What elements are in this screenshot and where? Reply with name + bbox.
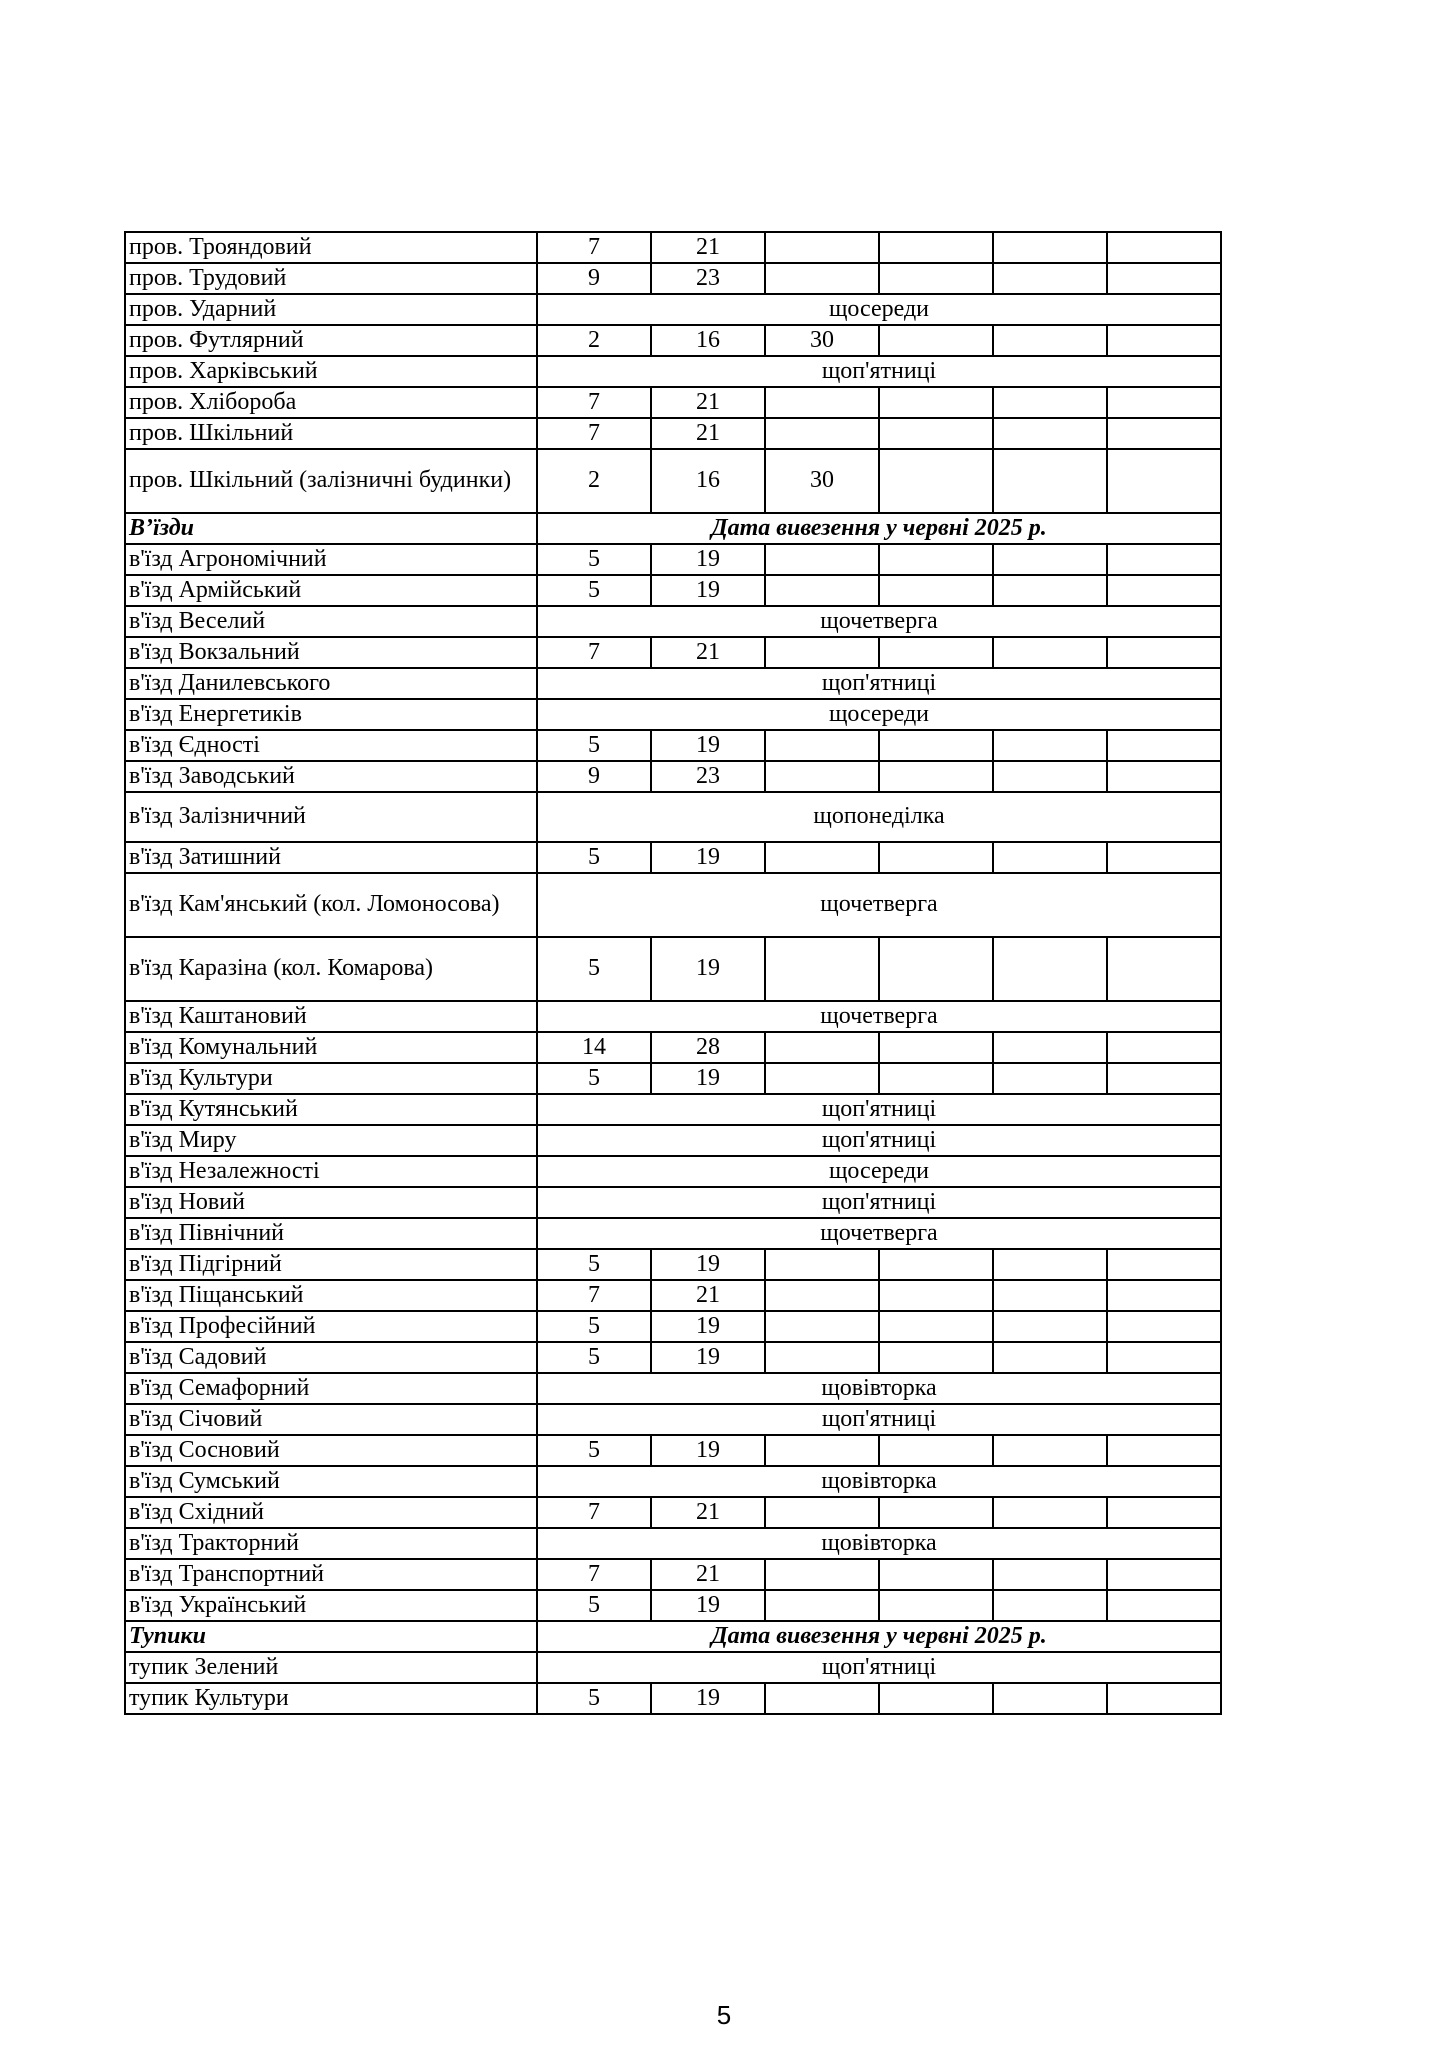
street-name: в'їзд Східний: [125, 1497, 537, 1528]
pickup-date: 5: [537, 1311, 651, 1342]
table-row: [125, 1435, 1221, 1466]
empty-cell: [1107, 1683, 1221, 1714]
empty-cell: [1107, 263, 1221, 294]
empty-cell: [879, 1342, 993, 1373]
empty-cell: [993, 1559, 1107, 1590]
street-name: в'їзд Енергетиків: [125, 699, 537, 730]
street-name: тупик Зелений: [125, 1652, 537, 1683]
pickup-date: [765, 937, 879, 1001]
pickup-date: [765, 637, 879, 668]
table-row: [125, 325, 1221, 356]
street-name: в'їзд Армійський: [125, 575, 537, 606]
pickup-date: [765, 1311, 879, 1342]
pickup-date: 19: [651, 1311, 765, 1342]
street-name: в'їзд Січовий: [125, 1404, 537, 1435]
pickup-date: [765, 544, 879, 575]
pickup-date: 30: [765, 449, 879, 513]
empty-cell: [1107, 1311, 1221, 1342]
table-row: [125, 668, 1221, 699]
pickup-date: [765, 1280, 879, 1311]
street-name: в'їзд Незалежності: [125, 1156, 537, 1187]
street-name: в'їзд Єдності: [125, 730, 537, 761]
pickup-date: [765, 418, 879, 449]
pickup-date: 19: [651, 1683, 765, 1714]
empty-cell: [1107, 325, 1221, 356]
empty-cell: [1107, 232, 1221, 263]
empty-cell: [993, 544, 1107, 575]
street-name: пров. Ударний: [125, 294, 537, 325]
pickup-date: [765, 1032, 879, 1063]
street-name: в'їзд Комунальний: [125, 1032, 537, 1063]
pickup-date: 5: [537, 575, 651, 606]
pickup-date: 19: [651, 575, 765, 606]
pickup-date: 5: [537, 1249, 651, 1280]
street-name: в'їзд Український: [125, 1590, 537, 1621]
empty-cell: [879, 1590, 993, 1621]
pickup-date: 5: [537, 1063, 651, 1094]
empty-cell: [1107, 387, 1221, 418]
table-row: [125, 873, 1221, 937]
street-name: в'їзд Семафорний: [125, 1373, 537, 1404]
empty-cell: [1107, 1435, 1221, 1466]
empty-cell: [879, 325, 993, 356]
pickup-date: 16: [651, 449, 765, 513]
street-name: пров. Трудовий: [125, 263, 537, 294]
pickup-date: 7: [537, 1280, 651, 1311]
empty-cell: [879, 761, 993, 792]
pickup-date: 30: [765, 325, 879, 356]
table-row: [125, 294, 1221, 325]
empty-cell: [1107, 1559, 1221, 1590]
pickup-date: 7: [537, 387, 651, 418]
pickup-date: 21: [651, 1497, 765, 1528]
pickup-date: [765, 1435, 879, 1466]
table-row: [125, 1528, 1221, 1559]
pickup-frequency: щоп'ятниці: [537, 668, 1221, 699]
pickup-date: [765, 263, 879, 294]
table-row: [125, 387, 1221, 418]
pickup-date: 19: [651, 1590, 765, 1621]
empty-cell: [993, 1590, 1107, 1621]
empty-cell: [993, 232, 1107, 263]
table-row: [125, 1342, 1221, 1373]
street-name: в'їзд Каразіна (кол. Комарова): [125, 937, 537, 1001]
street-name: в'їзд Професійний: [125, 1311, 537, 1342]
pickup-date: 19: [651, 730, 765, 761]
pickup-date: [765, 575, 879, 606]
empty-cell: [879, 730, 993, 761]
empty-cell: [993, 449, 1107, 513]
empty-cell: [1107, 761, 1221, 792]
empty-cell: [993, 937, 1107, 1001]
empty-cell: [993, 1435, 1107, 1466]
street-name: в'їзд Каштановий: [125, 1001, 537, 1032]
pickup-date: 5: [537, 1683, 651, 1714]
table-row: [125, 1466, 1221, 1497]
empty-cell: [1107, 1342, 1221, 1373]
table-row: [125, 1063, 1221, 1094]
section-date-label: Дата вивезення у червні 2025 р.: [537, 513, 1221, 544]
empty-cell: [879, 1063, 993, 1094]
pickup-date: [765, 232, 879, 263]
pickup-date: [765, 1559, 879, 1590]
empty-cell: [879, 232, 993, 263]
street-name: в'їзд Сумський: [125, 1466, 537, 1497]
pickup-date: [765, 387, 879, 418]
pickup-frequency: щопонеділка: [537, 792, 1221, 842]
pickup-frequency: щовівторка: [537, 1373, 1221, 1404]
pickup-date: 9: [537, 761, 651, 792]
table-row: [125, 1404, 1221, 1435]
page-number: 5: [716, 2000, 732, 2030]
empty-cell: [879, 575, 993, 606]
empty-cell: [879, 1559, 993, 1590]
pickup-frequency: щоп'ятниці: [537, 356, 1221, 387]
empty-cell: [993, 575, 1107, 606]
pickup-date: [765, 1590, 879, 1621]
pickup-date: 19: [651, 937, 765, 1001]
pickup-date: 2: [537, 325, 651, 356]
pickup-date: 5: [537, 544, 651, 575]
pickup-date: 19: [651, 1063, 765, 1094]
schedule-table: [124, 231, 1222, 1715]
pickup-date: 5: [537, 1590, 651, 1621]
street-name: пров. Шкільний: [125, 418, 537, 449]
pickup-frequency: щосереди: [537, 699, 1221, 730]
street-name: в'їзд Новий: [125, 1187, 537, 1218]
pickup-date: [765, 1063, 879, 1094]
table-row: [125, 606, 1221, 637]
street-name: в'їзд Веселий: [125, 606, 537, 637]
empty-cell: [1107, 1249, 1221, 1280]
street-name: пров. Харківський: [125, 356, 537, 387]
table-row: [125, 699, 1221, 730]
section-title: Тупики: [125, 1621, 537, 1652]
pickup-date: 23: [651, 263, 765, 294]
pickup-date: 19: [651, 1249, 765, 1280]
empty-cell: [879, 842, 993, 873]
pickup-date: 7: [537, 1497, 651, 1528]
pickup-date: 19: [651, 1342, 765, 1373]
empty-cell: [993, 1497, 1107, 1528]
street-name: в'їзд Вокзальний: [125, 637, 537, 668]
pickup-frequency: щоп'ятниці: [537, 1125, 1221, 1156]
street-name: в'їзд Данилевського: [125, 668, 537, 699]
pickup-frequency: щочетверга: [537, 1001, 1221, 1032]
empty-cell: [993, 1683, 1107, 1714]
pickup-date: 5: [537, 937, 651, 1001]
pickup-date: 23: [651, 761, 765, 792]
empty-cell: [993, 730, 1107, 761]
street-name: в'їзд Кутянський: [125, 1094, 537, 1125]
empty-cell: [993, 842, 1107, 873]
pickup-date: [765, 1683, 879, 1714]
table-row: [125, 418, 1221, 449]
table-row: [125, 1497, 1221, 1528]
empty-cell: [879, 387, 993, 418]
pickup-frequency: щовівторка: [537, 1528, 1221, 1559]
table-row: [125, 1125, 1221, 1156]
table-row: [125, 232, 1221, 263]
street-name: в'їзд Кам'янський (кол. Ломоносова): [125, 873, 537, 937]
empty-cell: [993, 1032, 1107, 1063]
street-name: пров. Трояндовий: [125, 232, 537, 263]
street-name: в'їзд Агрономічний: [125, 544, 537, 575]
street-name: в'їзд Транспортний: [125, 1559, 537, 1590]
table-row: [125, 1683, 1221, 1714]
street-name: тупик Культури: [125, 1683, 537, 1714]
street-name: в'їзд Миру: [125, 1125, 537, 1156]
pickup-date: 14: [537, 1032, 651, 1063]
empty-cell: [1107, 449, 1221, 513]
street-name: в'їзд Тракторний: [125, 1528, 537, 1559]
table-row: [125, 1590, 1221, 1621]
pickup-date: 21: [651, 387, 765, 418]
street-name: в'їзд Культури: [125, 1063, 537, 1094]
section-header-row: [125, 513, 1221, 544]
empty-cell: [1107, 937, 1221, 1001]
street-name: в'їзд Північний: [125, 1218, 537, 1249]
empty-cell: [879, 449, 993, 513]
table-row: [125, 449, 1221, 513]
pickup-date: 16: [651, 325, 765, 356]
empty-cell: [879, 937, 993, 1001]
empty-cell: [993, 1249, 1107, 1280]
empty-cell: [879, 1311, 993, 1342]
table-row: [125, 842, 1221, 873]
street-name: пров. Футлярний: [125, 325, 537, 356]
empty-cell: [1107, 1280, 1221, 1311]
empty-cell: [1107, 1032, 1221, 1063]
pickup-date: 19: [651, 1435, 765, 1466]
pickup-date: 21: [651, 1280, 765, 1311]
pickup-date: 21: [651, 418, 765, 449]
table-row: [125, 730, 1221, 761]
pickup-date: 7: [537, 418, 651, 449]
pickup-date: 21: [651, 637, 765, 668]
empty-cell: [879, 1497, 993, 1528]
empty-cell: [993, 263, 1107, 294]
table-row: [125, 263, 1221, 294]
pickup-date: [765, 1342, 879, 1373]
pickup-date: [765, 730, 879, 761]
pickup-date: [765, 1497, 879, 1528]
pickup-date: 19: [651, 842, 765, 873]
table-row: [125, 1156, 1221, 1187]
empty-cell: [993, 1280, 1107, 1311]
table-row: [125, 1001, 1221, 1032]
pickup-frequency: щоп'ятниці: [537, 1187, 1221, 1218]
table-row: [125, 356, 1221, 387]
table-row: [125, 575, 1221, 606]
pickup-frequency: щоп'ятниці: [537, 1094, 1221, 1125]
table-row: [125, 792, 1221, 842]
street-name: в'їзд Заводський: [125, 761, 537, 792]
street-name: в'їзд Залізничний: [125, 792, 537, 842]
empty-cell: [1107, 1063, 1221, 1094]
empty-cell: [993, 637, 1107, 668]
empty-cell: [1107, 842, 1221, 873]
pickup-date: 19: [651, 544, 765, 575]
table-row: [125, 1187, 1221, 1218]
empty-cell: [1107, 1497, 1221, 1528]
pickup-date: [765, 1249, 879, 1280]
pickup-frequency: щочетверга: [537, 1218, 1221, 1249]
pickup-date: 7: [537, 1559, 651, 1590]
empty-cell: [993, 761, 1107, 792]
pickup-frequency: щосереди: [537, 1156, 1221, 1187]
table-row: [125, 1373, 1221, 1404]
section-title: В’їзди: [125, 513, 537, 544]
pickup-frequency: щоп'ятниці: [537, 1404, 1221, 1435]
pickup-frequency: щоп'ятниці: [537, 1652, 1221, 1683]
empty-cell: [879, 544, 993, 575]
empty-cell: [879, 1435, 993, 1466]
pickup-date: 5: [537, 730, 651, 761]
pickup-date: 7: [537, 232, 651, 263]
pickup-frequency: щочетверга: [537, 873, 1221, 937]
table-row: [125, 1311, 1221, 1342]
table-row: [125, 1280, 1221, 1311]
pickup-date: [765, 761, 879, 792]
street-name: в'їзд Сосновий: [125, 1435, 537, 1466]
pickup-date: 21: [651, 1559, 765, 1590]
table-row: [125, 544, 1221, 575]
empty-cell: [1107, 575, 1221, 606]
table-row: [125, 637, 1221, 668]
table-row: [125, 1218, 1221, 1249]
pickup-date: 5: [537, 842, 651, 873]
table-row: [125, 1559, 1221, 1590]
empty-cell: [1107, 1590, 1221, 1621]
empty-cell: [993, 1311, 1107, 1342]
street-name: в'їзд Затишний: [125, 842, 537, 873]
street-name: в'їзд Піщанський: [125, 1280, 537, 1311]
pickup-date: [765, 842, 879, 873]
table-row: [125, 1094, 1221, 1125]
empty-cell: [879, 1683, 993, 1714]
pickup-date: 9: [537, 263, 651, 294]
empty-cell: [879, 1280, 993, 1311]
table-row: [125, 1249, 1221, 1280]
empty-cell: [993, 387, 1107, 418]
section-date-label: Дата вивезення у червні 2025 р.: [537, 1621, 1221, 1652]
street-name: в'їзд Садовий: [125, 1342, 537, 1373]
empty-cell: [1107, 544, 1221, 575]
pickup-date: 7: [537, 637, 651, 668]
empty-cell: [1107, 637, 1221, 668]
section-header-row: [125, 1621, 1221, 1652]
pickup-date: 5: [537, 1435, 651, 1466]
pickup-date: 28: [651, 1032, 765, 1063]
empty-cell: [879, 637, 993, 668]
pickup-date: 2: [537, 449, 651, 513]
table-row: [125, 1032, 1221, 1063]
table-row: [125, 1652, 1221, 1683]
pickup-frequency: щочетверга: [537, 606, 1221, 637]
pickup-frequency: щосереди: [537, 294, 1221, 325]
empty-cell: [993, 1342, 1107, 1373]
empty-cell: [879, 263, 993, 294]
empty-cell: [1107, 418, 1221, 449]
pickup-date: 5: [537, 1342, 651, 1373]
empty-cell: [993, 325, 1107, 356]
empty-cell: [993, 418, 1107, 449]
table-row: [125, 761, 1221, 792]
pickup-frequency: щовівторка: [537, 1466, 1221, 1497]
empty-cell: [879, 1249, 993, 1280]
empty-cell: [879, 418, 993, 449]
street-name: в'їзд Підгірний: [125, 1249, 537, 1280]
street-name: пров. Хлібороба: [125, 387, 537, 418]
pickup-date: 21: [651, 232, 765, 263]
empty-cell: [879, 1032, 993, 1063]
street-name: пров. Шкільний (залізничні будинки): [125, 449, 537, 513]
empty-cell: [993, 1063, 1107, 1094]
table-row: [125, 937, 1221, 1001]
empty-cell: [1107, 730, 1221, 761]
